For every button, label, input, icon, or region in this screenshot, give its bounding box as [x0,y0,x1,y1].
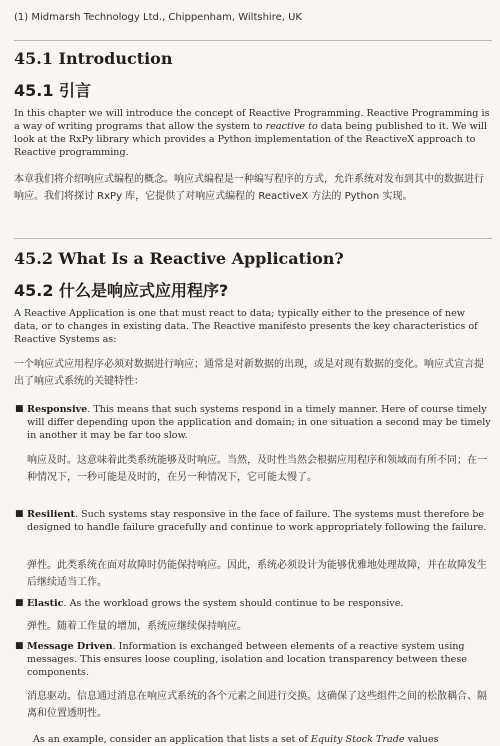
intro-paragraph-en [14,107,492,159]
bullet-term: Message Driven [27,641,113,652]
intro-emphasis: reactive to [265,121,318,133]
bullet-marker: ■ [15,509,24,519]
continuation-paragraph [33,734,439,745]
divider [14,238,492,239]
intro-text-1: In this chapter we will introduce the concept of Reactive Programming. Reactive Programming is a way of writing programs that allow the system to [14,108,490,133]
divider [14,40,492,41]
bullet-marker: ■ [15,641,24,651]
bullet-item-zh: 消息驱动。信息通过消息在响应式系统的各个元素之间进行交换。这确保了这些组件之间的松散耦合、隔离和位置透明性。 [27,691,487,719]
bullet-item-zh: 响应及时。这意味着此类系统能够及时响应。当然，及时性当然会根据应用程序和领域而有所不同；在一种情况下，一秒可能是及时的，在另一种情况下，它可能太慢了。 [27,455,487,483]
bullet-item-en [27,403,492,442]
bullet-item-zh: 弹性。此类系统在面对故障时仍能保持响应。因此，系统必须设计为能够优雅地处理故障，并在故障发生后继续适当工作。 [27,560,487,588]
section2-paragraph-zh: 一个响应式应用程序必须对数据进行响应；通常是对新数据的出现，或是对现有数据的变化。响应式宣言提出了响应式系统的关键特性： [14,359,484,387]
section-heading-zh: 45.1 引言 [14,81,92,100]
section2-paragraph-en: A Reactive Application is one that must react to data; typically either to the presence of new data, or to changes in existing data. The Reactive manifesto presents the key characteristics of Reactive Systems as: [14,308,478,346]
continuation-emphasis: Equity Stock Trade [310,734,405,745]
intro-text-2: data being published to it. We will look at the RxPy library which provides a Python implementation of the ReactiveX approach to Reactive programming. [14,121,488,159]
bullet-item-en [27,508,492,534]
section-heading-en: 45.1 Introduction [14,49,173,68]
bullet-term: Elastic [27,598,64,609]
bullet-term: Responsive [27,404,88,415]
bullet-item-en [27,597,492,610]
bullet-item-en [27,640,492,679]
bullet-term: Resilient [27,509,75,520]
section-heading-zh: 45.2 什么是响应式应用程序? [14,281,229,300]
bullet-marker: ■ [15,598,24,608]
bullet-text: . Such systems stay responsive in the face of failure. The systems must therefore be designed to handle failure gracefully and continue to work appropriately following the failure. [27,509,487,534]
bullet-text: . As the workload grows the system should continue to be responsive. [63,598,404,609]
continuation-text-1: As an example, consider an application that lists a set of [33,734,311,745]
bullet-item-zh: 弹性。随着工作量的增加，系统应继续保持响应。 [27,621,247,632]
intro-paragraph-zh: 本章我们将介绍响应式编程的概念。响应式编程是一种编写程序的方式，允许系统对发布到其中的数据进行响应。我们将探讨 RxPy 库，它提供了对响应式编程的 ReactiveX 方法的 Python 实现。 [14,174,484,202]
bullet-marker: ■ [15,404,24,414]
bullet-text: . This means that such systems respond in a timely manner. Here of course timely will differ depending upon the application and domain; in one situation a second may be timely in another it may be far too slow. [27,404,491,442]
affiliation-footnote: (1) Midmarsh Technology Ltd., Chippenham, Wiltshire, UK [14,12,302,23]
section-heading-en: 45.2 What Is a Reactive Application? [14,249,344,268]
continuation-text-2: values [404,734,439,745]
bullet-text: . Information is exchanged between elements of a reactive system using messages. This ensures loose coupling, isolation and location transparency between these components. [27,641,467,679]
